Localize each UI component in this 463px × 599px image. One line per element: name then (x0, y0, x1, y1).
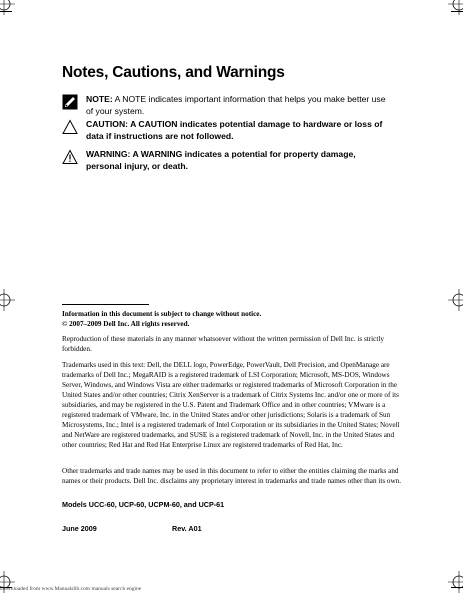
divider (62, 304, 149, 305)
reproduction-text: Reproduction of these materials in any manner whatsoever without the written permission of Dell Inc. is strictly forbidden. (62, 335, 384, 353)
note-lead: NOTE: (86, 94, 113, 104)
other-trademarks-text: Other trademarks and trade names may be used in this document to refer to either the entities claiming the marks and names or their products. Dell Inc. disclaims any proprietary interest in trademarks and trade names other than its own. (62, 467, 402, 485)
note-text: A NOTE indicates important information that helps you make better use of your system. (86, 94, 386, 116)
copyright-line: © 2007–2009 Dell Inc. All rights reserved. (62, 320, 190, 328)
trademarks-paragraph (62, 360, 410, 450)
warning-lead: WARNING: (86, 149, 131, 159)
caution-triangle-icon (62, 119, 78, 135)
crop-line (451, 587, 463, 588)
warning-block (62, 148, 392, 174)
trademarks-text: Trademarks used in this text: Dell, the DELL logo, PowerEdge, PowerVault, Dell Precision, and OpenManage are trademarks of Dell Inc.; MegaRAID is a registered trademark of LSI Corporation; Microsoft, MS-DOS, Windows Server, Windows, and Windows Vista are either trademarks or registered trademarks of Microsoft Corporation in the United States and/or other countries; Citrix XenServer is a trademark of Citrix Systems Inc. and/or one or more of its subsidiaries, and may be registered in the U.S. Patent and Trademark Office and in other countries; VMware is a registered trademark of VMware, Inc. in the United States and/or other jurisdictions; Solaris is a trademark of Sun Microsystems, Inc.; Intel is a registered trademark of Intel Corporation or its subsidiaries in the United States; Novell and NetWare are registered trademarks, and SUSE is a registered trademark of Novell, Inc. in the United States and other countries; Red Hat and Red Hat Enterprise Linux are registered trademarks of Red Hat, Inc. (62, 361, 400, 449)
registration-mark-top-left (0, 0, 15, 15)
caution-block (62, 118, 392, 144)
crop-line (0, 11, 12, 12)
notice-line: Information in this document is subject to change without notice. (62, 310, 262, 318)
change-notice (62, 309, 410, 329)
warning-triangle-icon (62, 149, 78, 165)
page-title: Notes, Cautions, and Warnings (62, 64, 285, 81)
release-date: June 2009 (62, 524, 97, 533)
other-trademarks-paragraph (62, 466, 410, 486)
crop-line (451, 11, 463, 12)
registration-mark-mid-right (448, 289, 463, 311)
registration-mark-top-right (448, 0, 463, 15)
note-pencil-icon (62, 94, 78, 110)
registration-mark-bottom-right (448, 571, 463, 593)
warning-text: A WARNING indicates a potential for property damage, personal injury, or death. (86, 149, 356, 171)
models-line: Models UCC-60, UCP-60, UCPM-60, and UCP-61 (62, 500, 225, 509)
caution-text: A CAUTION indicates potential damage to hardware or loss of data if instructions are not followed. (86, 119, 383, 141)
revision: Rev. A01 (172, 524, 202, 533)
reproduction-paragraph (62, 334, 410, 354)
caution-lead: CAUTION: (86, 119, 129, 129)
note-block (62, 93, 392, 119)
registration-mark-mid-left (0, 289, 15, 311)
download-note: Downloaded from www.Manualslib.com manuals search engine (0, 586, 142, 592)
